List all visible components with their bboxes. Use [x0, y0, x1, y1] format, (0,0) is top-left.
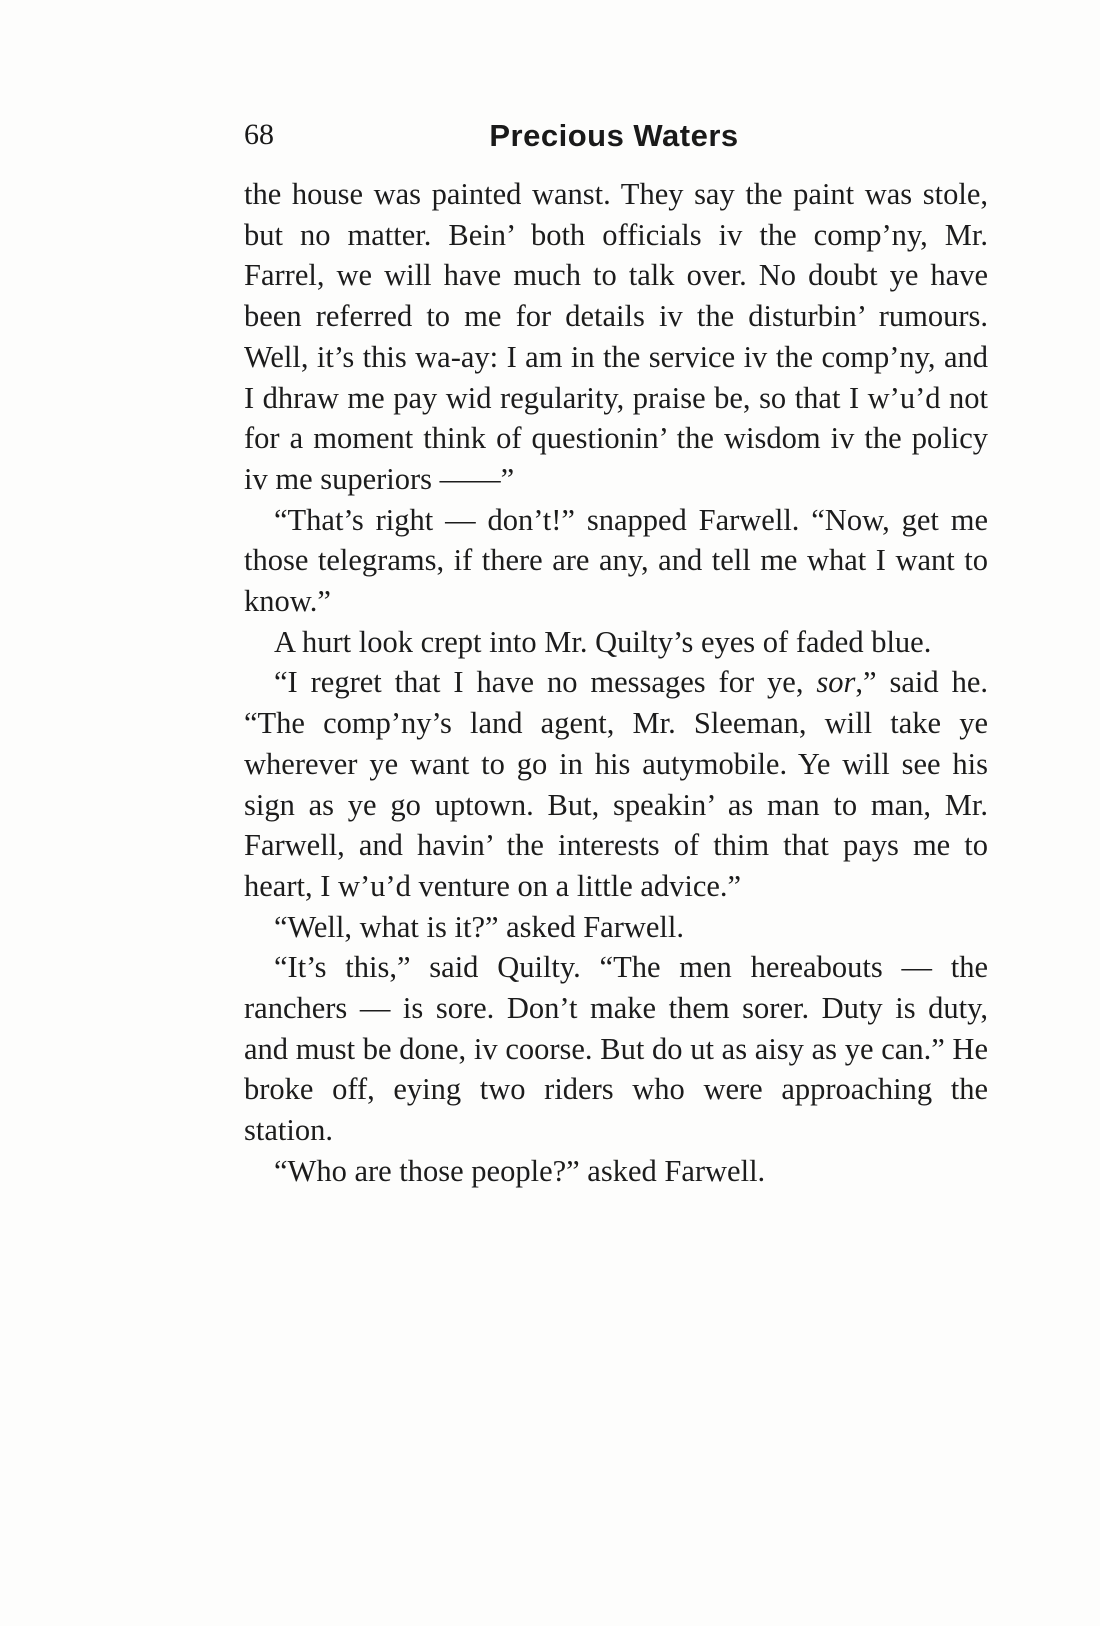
page-number: 68: [244, 118, 274, 151]
paragraph: “It’s this,” said Quilty. “The men hereabouts — the ranchers — is sore. Don’t make them sorer. Duty is duty, and must be done, iv coorse. But do ut as aisy as ye can.” He broke off, eying two riders who were approaching the station.: [244, 950, 988, 1148]
page-header: [244, 118, 984, 162]
paragraph: “Well, what is it?” asked Farwell.: [274, 909, 685, 944]
paragraph: A hurt look crept into Mr. Quilty’s eyes of faded blue.: [274, 624, 932, 659]
paragraph: “I regret that I have no messages for ye, sor,” said he. “The comp’ny’s land agent, Mr. Sleeman, will take ye wherever ye want to go in his autymobile. Ye will see his sign as ye go uptown. But, speakin’ as man to man, Mr. Farwell, and havin’ the interests of thim that pays me to heart, I w’u’d venture on a little advice.”: [244, 665, 988, 903]
body-text: [244, 174, 988, 1192]
paragraph: the house was painted wanst. They say the paint was stole, but no matter. Bein’ both officials iv the comp’ny, Mr. Farrel, we will have much to talk over. No doubt ye have been referred to me for details iv the disturbin’ rumours. Well, it’s this wa-ay: I am in the service iv the comp’ny, and I dhraw me pay wid regularity, praise be, so that I w’u’d not for a moment think of questionin’ the wisdom iv the policy iv me superiors ——”: [244, 177, 988, 496]
paragraph: “Who are those people?” asked Farwell.: [274, 1153, 766, 1188]
running-title: Precious Waters: [489, 118, 739, 153]
italic-word: sor: [816, 665, 856, 700]
paragraph: “That’s right — don’t!” snapped Farwell. “Now, get me those telegrams, if there are any, and tell me what I want to know.”: [244, 502, 988, 619]
